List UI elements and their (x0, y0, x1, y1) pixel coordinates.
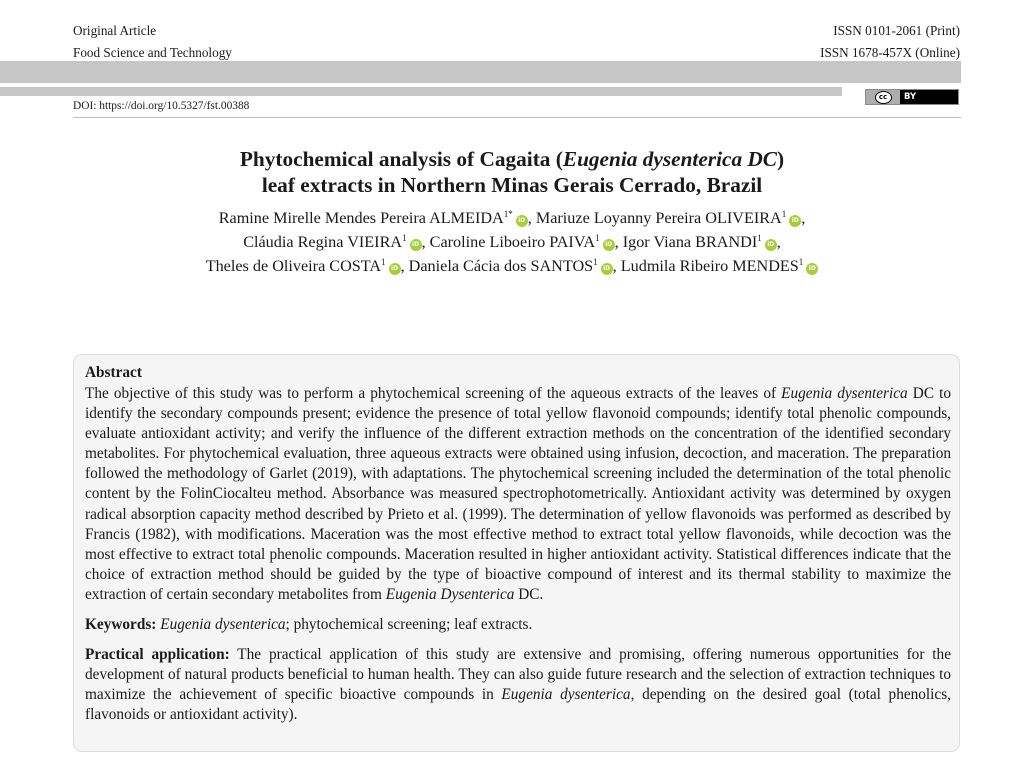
cc-by-license-badge[interactable] (865, 89, 959, 105)
journal-name: Food Science and Technology (73, 45, 232, 60)
author[interactable]: Ramine Mirelle Mendes Pereira $ALMEIDA^{1*}iD$ (219, 209, 528, 227)
orcid-icon[interactable]: iD (410, 239, 422, 251)
abstract-box (73, 354, 960, 752)
title-species: Eugenia dysenterica DC (562, 147, 778, 171)
orcid-icon[interactable]: iD (789, 215, 801, 227)
author[interactable]: Caroline Liboeiro PAIVA$^1$iD (430, 233, 615, 251)
author[interactable]: Mariuze Loyanny Pereira OLIVEIRA$^1$iD (536, 209, 801, 227)
author[interactable]: Ludmila Ribeiro MENDES$^1$iD (621, 257, 819, 275)
orcid-icon[interactable]: iD (603, 239, 615, 251)
practical-application-label: Practical application: (85, 646, 230, 664)
header-divider (73, 117, 961, 118)
cc-icon: cc (866, 90, 900, 104)
author-line-2: Cláudia Regina VIEIRA$^1$iD , Caroline Liboeiro PAIVA$^1$iD , Igor Viana BRANDI$^1$iD , (243, 233, 781, 251)
author[interactable]: Theles de Oliveira COSTA$^1$iD (206, 257, 401, 275)
title-line-2: leaf extracts in Northern Minas Gerais Cerrado, Brazil (261, 173, 763, 197)
orcid-icon[interactable]: iD (765, 239, 777, 251)
author[interactable]: Cláudia Regina VIEIRA$^1$iD (243, 233, 421, 251)
article-title (0, 146, 1024, 198)
keywords: Keywords: Eugenia dysenterica; phytochemical screening; leaf extracts. (85, 616, 533, 634)
header-bar-bottom (0, 87, 842, 96)
abstract-heading: Abstract (85, 364, 142, 381)
author-line-3: Theles de Oliveira COSTA$^1$iD , Daniela Cácia dos SANTOS$^1$iD , Ludmila Ribeiro MENDES$^1$iD (0, 254, 1024, 278)
abstract-body: The objective of this study was to perform a phytochemical screening of the aqueous extracts of the leaves of Eugenia dysenterica DC to identify the secondary compounds present; evidence the presence of total yellow flavonoid compounds; identify total phenolic compounds, evaluate antioxidant activity; and verify the influence of the different extraction methods on the concentration of the identified secondary metabolites. For phytochemical evaluation, three aqueous extracts were obtained using infusion, decoction, and maceration. The preparation followed the methodology of Garlet (2019), with adaptations. The phytochemical screening included the determination of the total phenolic content by the FolinCiocalteu method. Absorbance was measured spectrophotometrically. Antioxidant activity was determined by oxygen radical absorption capacity method described by Prieto et al. (1999). The determination of yellow flavonoids was performed as described by Francis (1982), with modifications. Maceration was the most effective method to extract total yellow flavonoids, while decoction was the most effective to extract total phenolic compounds. Maceration resulted in higher antioxidant activity. Statistical differences indicate that the choice of extraction method should be guided by the type of bioactive compound of interest and its thermal stability to maximize the extraction of certain secondary metabolites from Eugenia Dysenterica DC. (85, 385, 951, 603)
author-list (0, 206, 1024, 278)
header-bar-top (0, 61, 961, 83)
article-type: Original Article (73, 23, 157, 38)
journal-header-right (820, 20, 960, 64)
journal-header-left (73, 20, 232, 64)
issn-online: ISSN 1678-457X (Online) (820, 45, 960, 60)
title-line-1: Phytochemical analysis of Cagaita (Eugenia dysenterica DC) (239, 147, 785, 171)
orcid-icon[interactable]: iD (601, 263, 613, 275)
author[interactable]: Daniela Cácia dos SANTOS$^1$iD (409, 257, 613, 275)
author[interactable]: Igor Viana BRANDI$^1$iD (623, 233, 777, 251)
keywords-label: Keywords: (85, 616, 157, 634)
issn-print: ISSN 0101-2061 (Print) (833, 23, 960, 38)
license-by-label: BY (904, 92, 917, 102)
orcid-icon[interactable]: iD (806, 263, 818, 275)
practical-application: Practical application: The practical application of this study are extensive and promising, offering numerous opportunities for the development of natural products beneficial to human health. They can also guide future research and the selection of extraction techniques to maximize the achievement of specific bioactive compounds in Eugenia dysenterica, depending on the desired goal (total phenolics, flavonoids or antioxidant activity). (85, 646, 952, 724)
doi-link[interactable]: DOI: https://doi.org/10.5327/fst.00388 (73, 100, 250, 112)
orcid-icon[interactable]: iD (516, 215, 528, 227)
orcid-icon[interactable]: iD (389, 263, 401, 275)
author-line-1: Ramine Mirelle Mendes Pereira $ALMEIDA^{1*}iD$ , Mariuze Loyanny Pereira OLIVEIRA$^1$iD , (218, 209, 806, 227)
